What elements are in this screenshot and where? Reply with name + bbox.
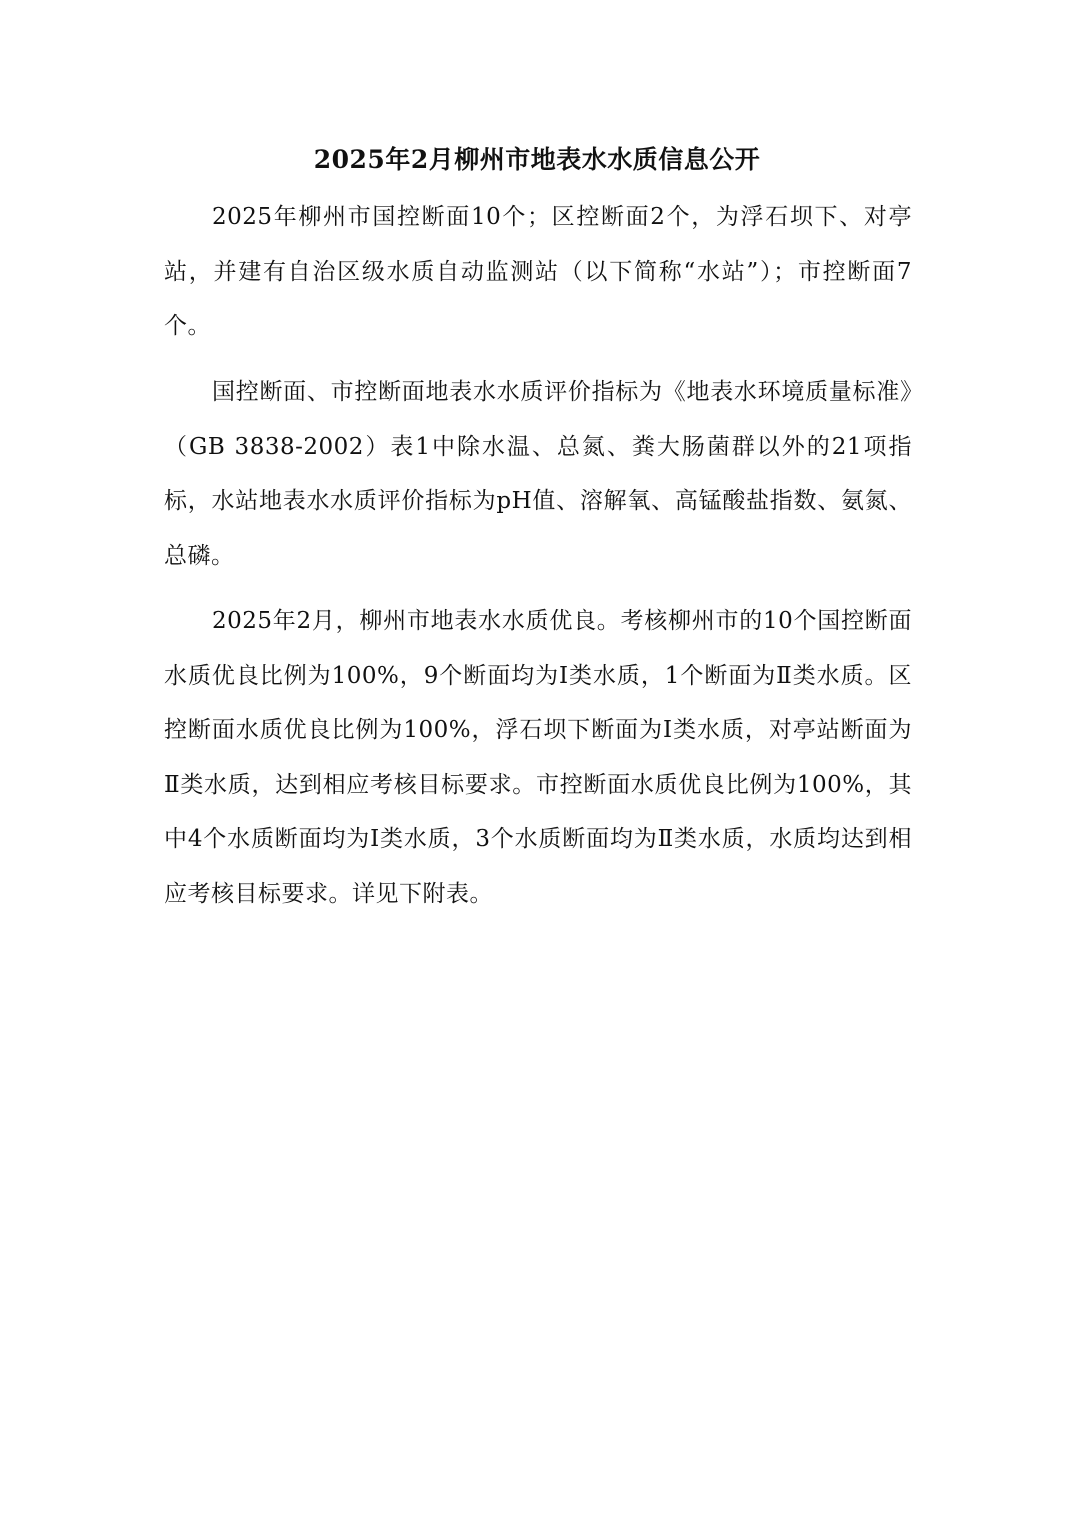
paragraph-evaluation-indicators: 国控断面、市控断面地表水水质评价指标为《地表水环境质量标准》（GB 3838-2002）表1中除水温、总氮、粪大肠菌群以外的21项指标，水站地表水水质评价指标为pH值、溶解氧、高锰酸盐指数、氨氮、总磷。 xyxy=(164,379,912,569)
document-title: 2025年2月柳州市地表水水质信息公开 xyxy=(313,145,761,174)
paragraph-sections-overview: 2025年柳州市国控断面10个；区控断面2个，为浮石坝下、对亭站，并建有自治区级水质自动监测站（以下简称“水站”）；市控断面7个。 xyxy=(164,204,912,340)
paragraph-water-quality-results: 2025年2月，柳州市地表水水质优良。考核柳州市的10个国控断面水质优良比例为100%，9个断面均为Ⅰ类水质，1个断面为Ⅱ类水质。区控断面水质优良比例为100%，浮石坝下断面为Ⅰ类水质，对亭站断面为Ⅱ类水质，达到相应考核目标要求。市控断面水质优良比例为100%，其中4个水质断面均为Ⅰ类水质，3个水质断面均为Ⅱ类水质，水质均达到相应考核目标要求。详见下附表。 xyxy=(164,608,912,907)
document-body xyxy=(164,190,912,922)
